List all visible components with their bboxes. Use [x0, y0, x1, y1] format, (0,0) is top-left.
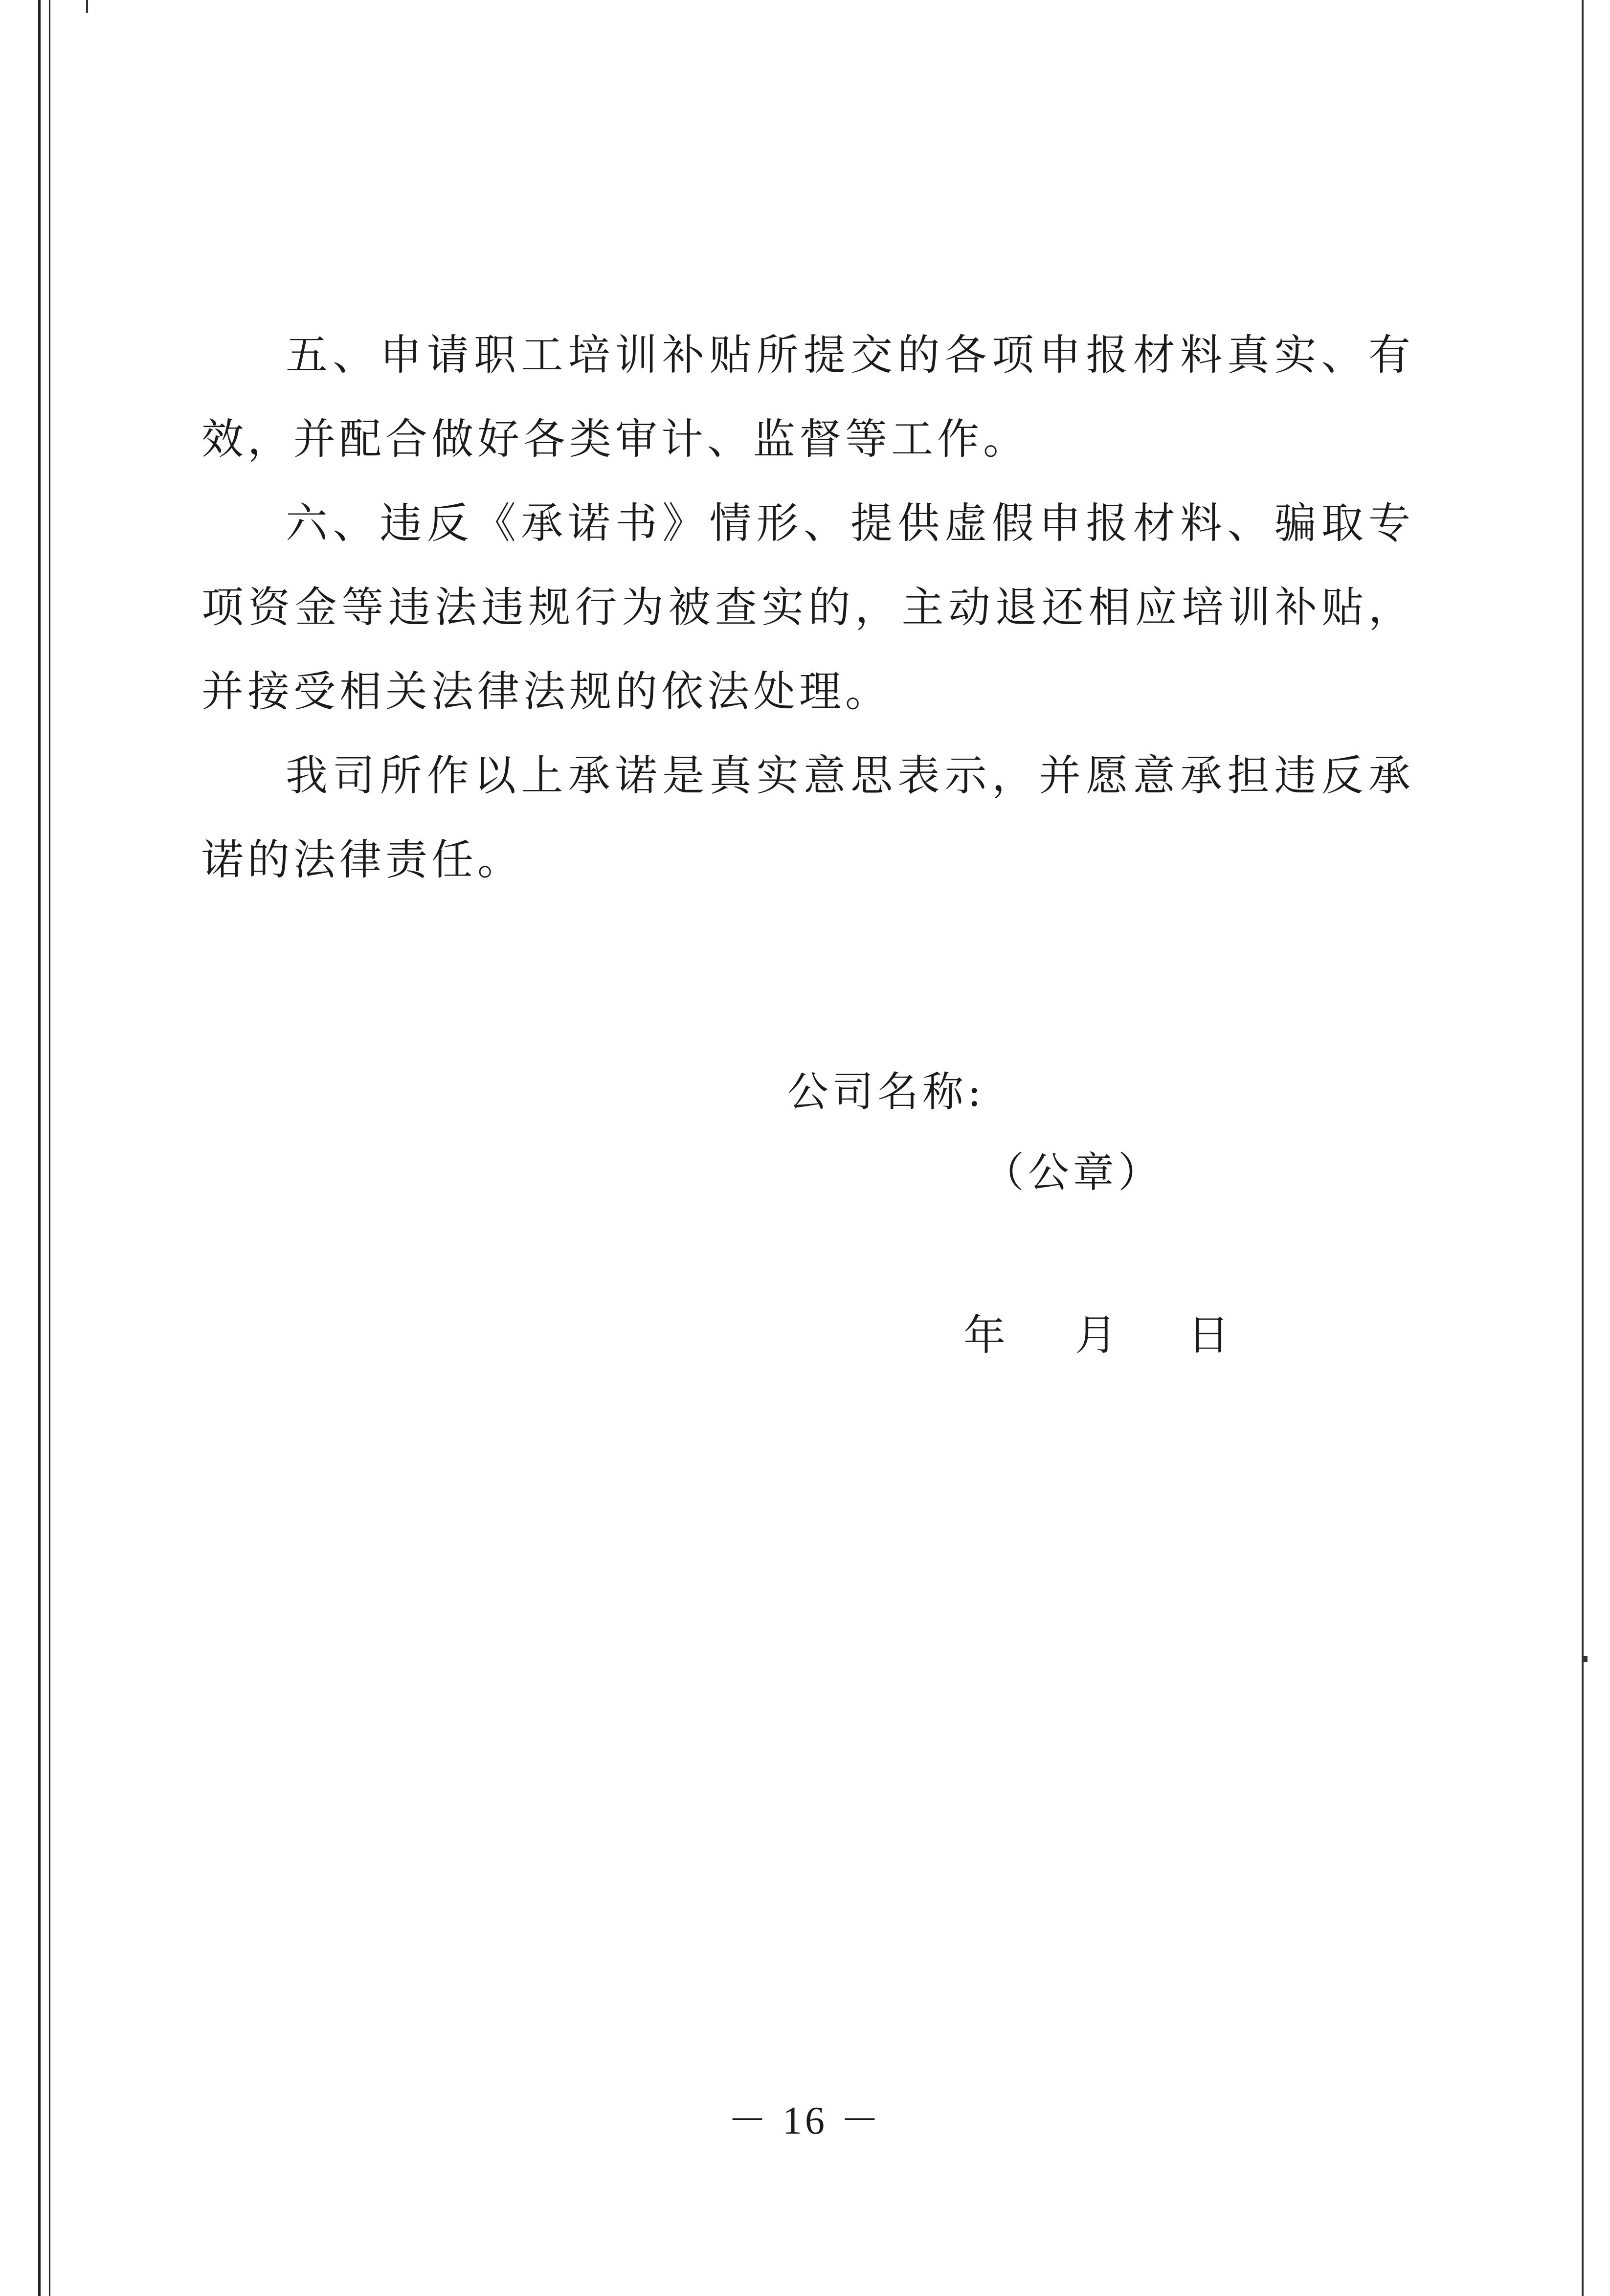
page-number: － 16 －	[728, 2099, 882, 2142]
company-name-label: 公司名称:	[787, 1068, 985, 1116]
date-year-label: 年	[963, 1311, 1006, 1360]
official-seal-label: （公章）	[983, 1148, 1163, 1196]
scan-mark-top	[86, 0, 88, 13]
commitment-body	[201, 313, 1414, 902]
date-day-label: 日	[1187, 1311, 1230, 1360]
paragraph-item-5: 五、申请职工培训补贴所提交的各项申报材料真实、有效，并配合做好各类审计、监督等工作。	[201, 331, 1414, 464]
paragraph-item-6: 六、违反《承诺书》情形、提供虚假申报材料、骗取专项资金等违法违规行为被查实的，主动退还相应培训补贴，并接受相关法律法规的依法处理。	[201, 499, 1414, 716]
scan-border-left-outer	[38, 0, 41, 2296]
scan-border-right	[1582, 0, 1584, 2296]
date-month-label: 月	[1075, 1311, 1117, 1360]
scan-border-left-inner	[49, 0, 50, 2296]
paragraph-declaration: 我司所作以上承诺是真实意思表示，并愿意承担违反承诺的法律责任。	[201, 751, 1414, 884]
scan-mark-right	[1583, 1656, 1588, 1662]
